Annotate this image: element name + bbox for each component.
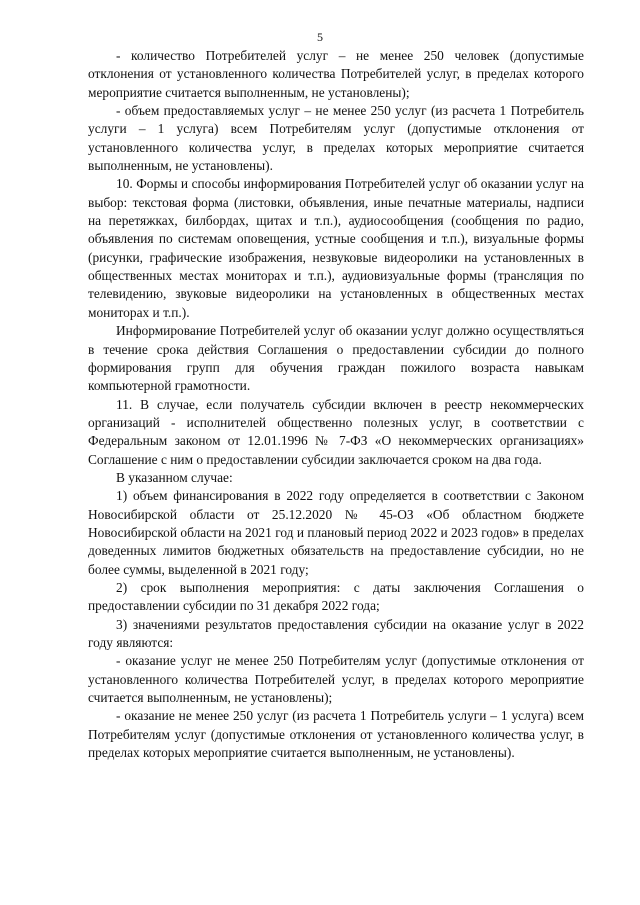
paragraph-services-volume: - объем предоставляемых услуг – не менее 250 услуг (из расчета 1 Потребитель услуги – 1 услуга) всем Потребителям услуг (допустимые отклонения от установленного количества услуг, в пределах которых мероприятие считается выполненным, не установлены). (88, 103, 584, 174)
paragraph-item-1-financing: 1) объем финансирования в 2022 году определяется в соответствии с Законом Новосибирской области от 25.12.2020 № 45-ОЗ «Об областном бюджете Новосибирской области на 2021 год и плановый период 2022 и 2023 годов» в пределах доведенных лимитов бюджетных обязательств на предоставление субсидии, но не более суммы, выделенной в 2021 году; (88, 488, 584, 577)
document-body (88, 47, 584, 762)
paragraph-result-services: - оказание не менее 250 услуг (из расчета 1 Потребитель услуги – 1 услуга) всем Потребителям услуг (допустимые отклонения от установленного количества услуг, в пределах которых мероприятие считается выполненным, не установлены). (88, 708, 584, 761)
paragraph-registry-case: 11. В случае, если получатель субсидии включен в реестр некоммерческих организаций - исполнителей общественно полезных услуг, в соответствии с Федеральным законом от 12.01.1996 № 7-ФЗ «О некоммерческих организациях» Соглашение с ним о предоставлении субсидии заключается сроком на два года. (88, 396, 584, 467)
paragraph-informing-period: Информирование Потребителей услуг об оказании услуг должно осуществляться в течение срока действия Соглашения о предоставлении субсидии до полного формирования групп для обучения граждан пожилого возраста навыкам компьютерной грамотности. (88, 323, 584, 394)
paragraph-item-3-results: 3) значениями результатов предоставления субсидии на оказание услуг в 2022 году являются: (88, 616, 584, 650)
paragraph-in-this-case: В указанном случае: (116, 469, 233, 485)
page-number: 5 (317, 30, 323, 44)
paragraph-consumers-count: - количество Потребителей услуг – не менее 250 человек (допустимые отклонения от установленного количества Потребителей услуг, в пределах которого мероприятие считается выполненным, не установлены); (88, 48, 584, 100)
paragraph-result-consumers: - оказание услуг не менее 250 Потребителям услуг (допустимые отклонения от установленного количества Потребителей услуг, в пределах которого мероприятие считается выполненным, не установлены); (88, 653, 584, 706)
paragraph-informing-forms: 10. Формы и способы информирования Потребителей услуг об оказании услуг на выбор: текстовая форма (листовки, объявления, иные печатные материалы, надписи на перетяжках, билбордах, щитах и т.п.), аудиосообщения (сообщения по радио, объявления по системам оповещения, устные сообщения и т.п.), визуальные формы (рисунки, графические изображения, незвуковые видеоролики на установленных в общественных местах мониторах и т.п.), аудиовизуальные формы (трансляция по телевидению, звуковые видеоролики на установленных в общественных местах мониторах и т.п.). (88, 176, 584, 320)
paragraph-item-2-term: 2) срок выполнения мероприятия: с даты заключения Соглашения о предоставлении субсидии по 31 декабря 2022 года; (88, 579, 584, 614)
